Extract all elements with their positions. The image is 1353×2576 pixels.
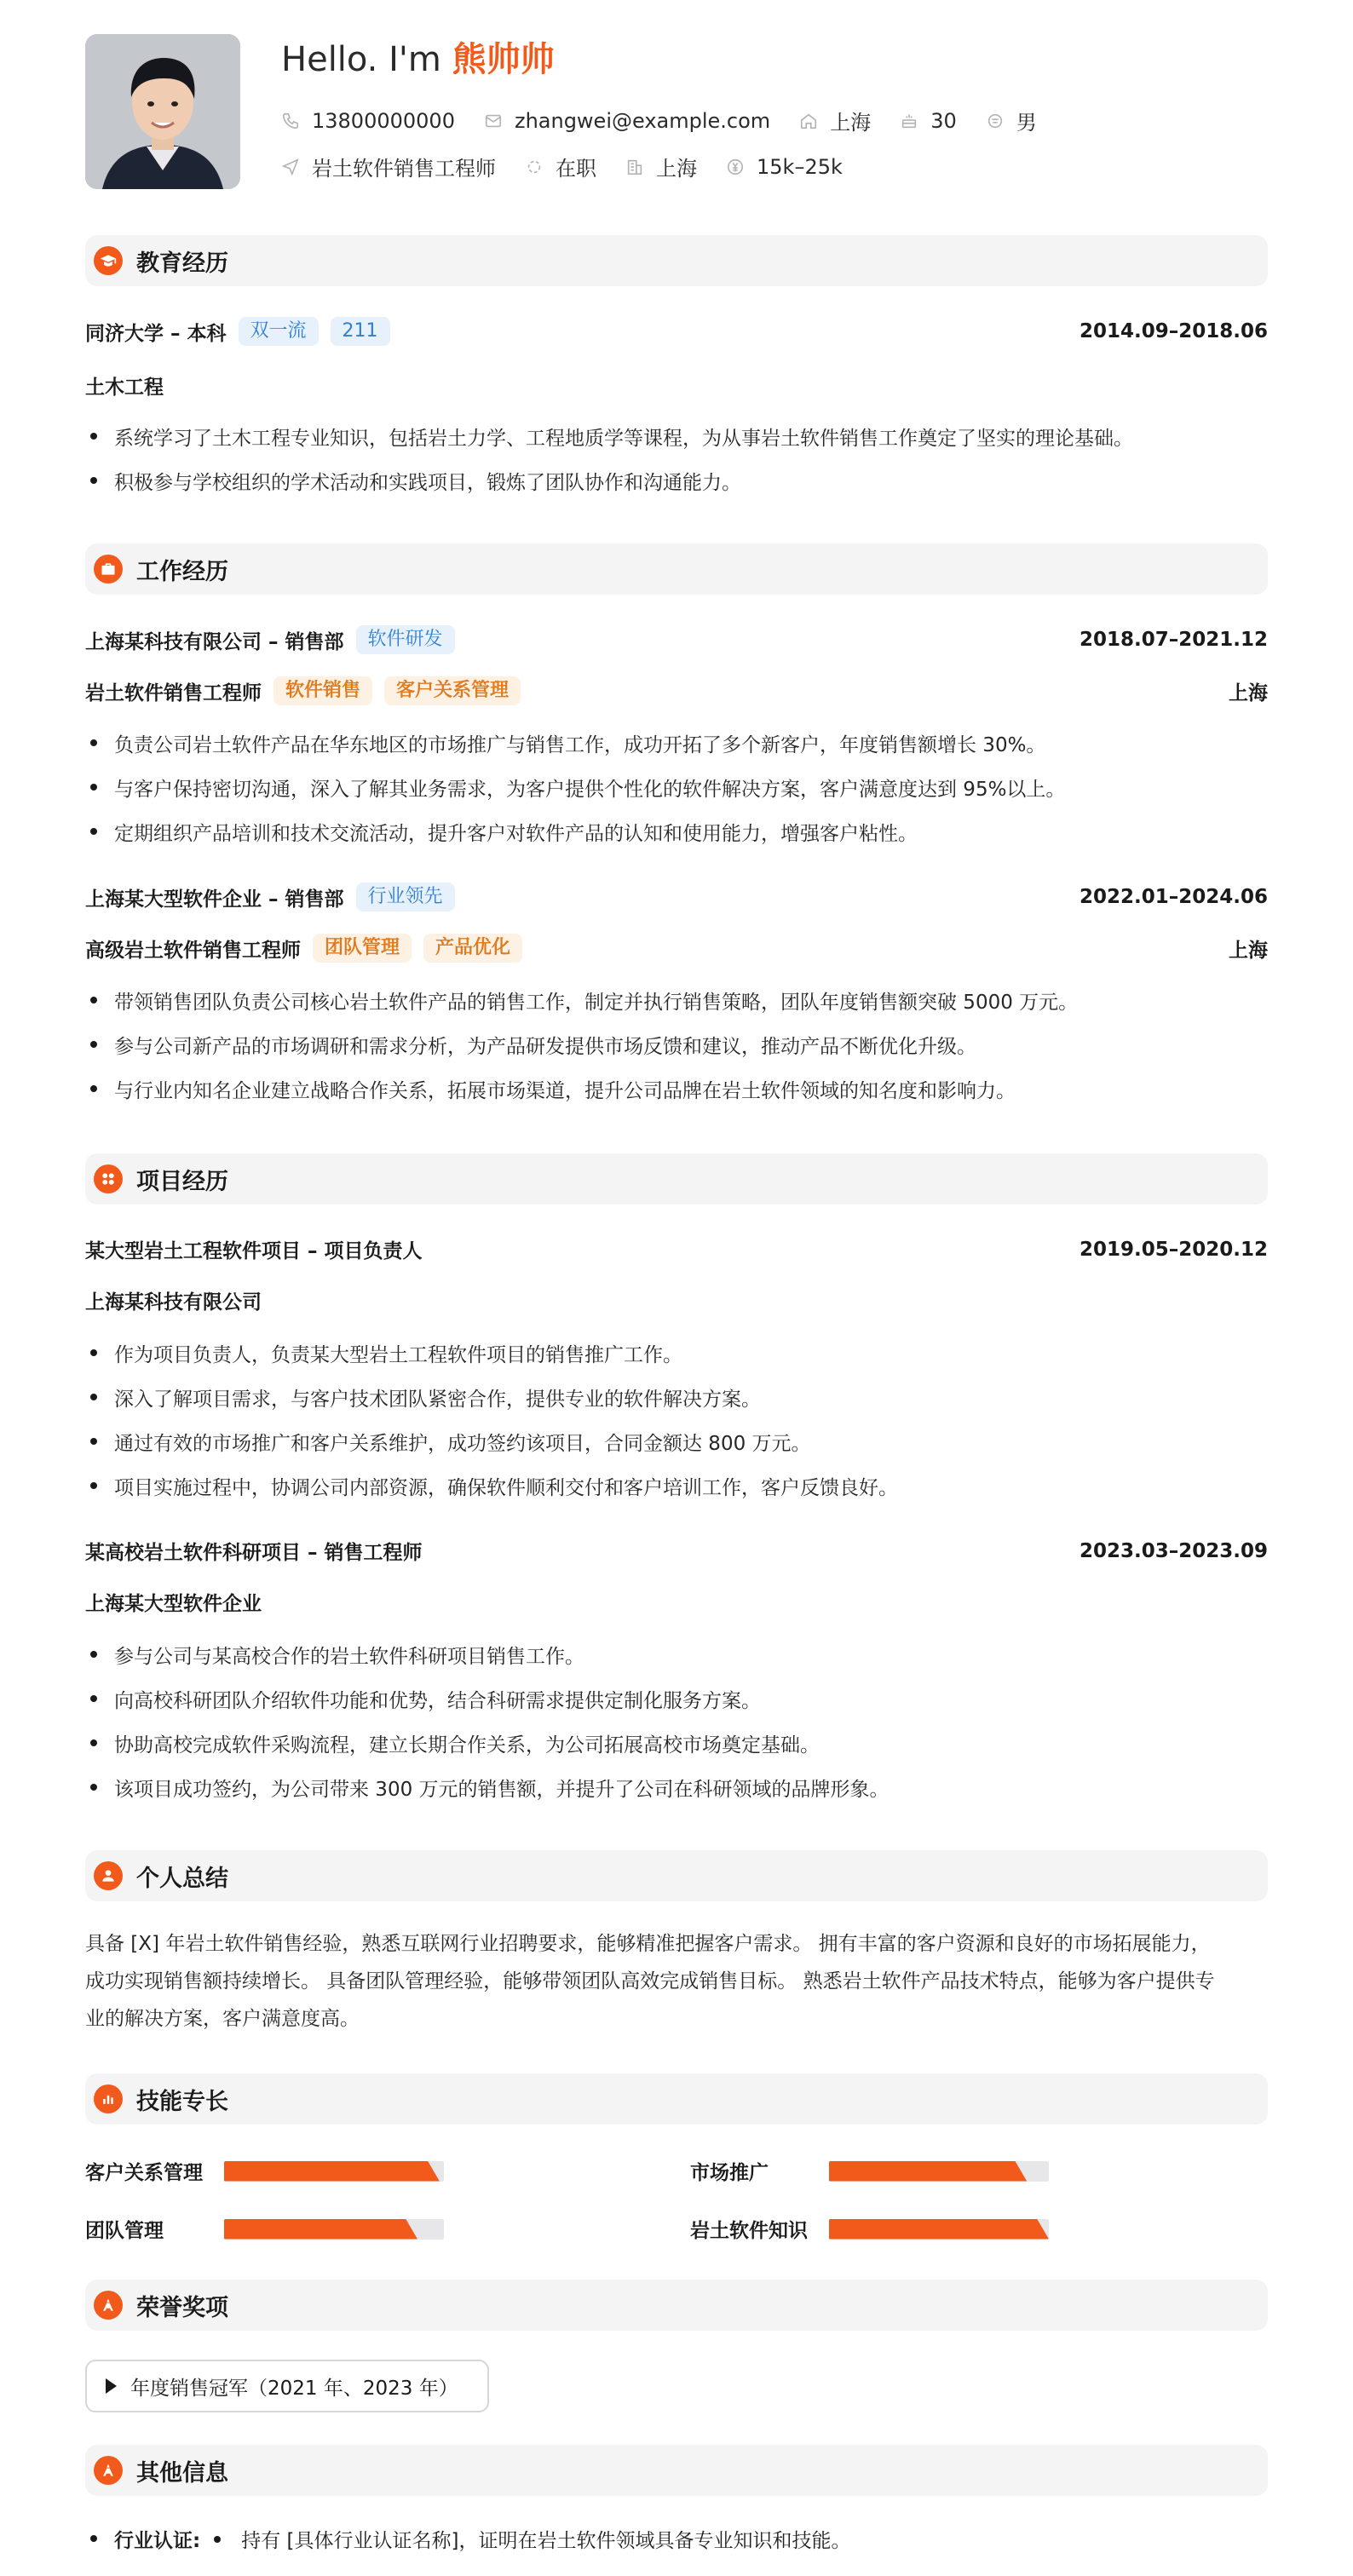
skill-bar (224, 2161, 444, 2182)
other-key: 行业认证: (114, 2530, 201, 2552)
caret-right-icon (106, 2378, 117, 2394)
greeting-text: Hello. I'm (281, 40, 441, 79)
section-work (85, 543, 1268, 595)
section-title: 教育经历 (136, 250, 228, 277)
skill-bar-fill (224, 2161, 440, 2182)
list-item: 项目实施过程中，协调公司内部资源，确保软件顺利交付和客户培训工作，客户反馈良好。 (85, 1472, 1268, 1500)
graduation-cap-icon (94, 246, 123, 275)
work-date: 2018.07–2021.12 (1079, 629, 1268, 651)
gender-text: 男 (1016, 111, 1037, 135)
bullet-dot (214, 2536, 221, 2543)
job-text: 岩土软件销售工程师 (312, 157, 496, 181)
cake-icon (900, 112, 918, 130)
major-name: 土木工程 (85, 377, 164, 399)
avatar (85, 34, 240, 189)
building-icon (625, 158, 644, 176)
summary-line: 具备 [X] 年岩土软件销售经验，熟悉互联网行业招聘要求，能够精准把握客户需求。 拥有丰富的客户资源和良好的市场拓展能力， (85, 1933, 1211, 1955)
project-org: 上海某大型软件企业 (85, 1593, 262, 1615)
major-row (85, 371, 1268, 400)
section-education (85, 235, 1268, 286)
candidate-name: 熊帅帅 (452, 40, 555, 79)
age-item (900, 109, 957, 133)
person-icon (986, 112, 1005, 130)
home-icon (799, 112, 818, 130)
award-toggle[interactable] (85, 2360, 489, 2412)
project-date: 2023.03–2023.09 (1079, 1539, 1268, 1562)
section-other (85, 2445, 1268, 2496)
section-title: 技能专长 (136, 2088, 228, 2115)
skill-bar-fill (224, 2219, 417, 2240)
section-title: 其他信息 (136, 2459, 228, 2487)
work-location: 上海 (1229, 681, 1268, 704)
skill-bar (829, 2219, 1049, 2240)
summary-line: 成功实现销售额持续增长。 具备团队管理经验，能够带领团队高效完成销售目标。 熟悉岩土软件产品技术特点，能够为客户提供专 (85, 1970, 1215, 1992)
skill-bar (829, 2161, 1049, 2182)
skill-item (85, 2215, 444, 2243)
greeting-title (281, 32, 555, 81)
send-icon (281, 158, 300, 176)
gender-item (986, 106, 1037, 135)
work-company-row (85, 625, 1268, 654)
skill-bar (224, 2219, 444, 2240)
list-item: 通过有效的市场推广和客户关系维护，成功签约该项目，合同金额达 800 万元。 (85, 1428, 1268, 1456)
project-org-row (85, 1588, 1268, 1616)
work-location: 上海 (1229, 939, 1268, 962)
list-item: 与行业内知名企业建立战略合作关系，拓展市场渠道，提升公司品牌在岩土软件领域的知名度和影响力。 (85, 1075, 1268, 1103)
city-item (799, 106, 871, 135)
role-name: 岩土软件销售工程师 (85, 681, 262, 704)
city-text: 上海 (830, 111, 872, 135)
list-item: 参与公司新产品的市场调研和需求分析，为产品研发提供市场反馈和建议，推动产品不断优化升级。 (85, 1031, 1268, 1059)
resume-header (85, 0, 1268, 221)
award-text: 年度销售冠军（2021 年、2023 年） (130, 2377, 458, 2400)
list-item: 向高校科研团队介绍软件功能和优势，结合科研需求提供定制化服务方案。 (85, 1685, 1268, 1713)
section-skills (85, 2073, 1268, 2125)
section-projects (85, 1153, 1268, 1205)
company-tag: 行业领先 (356, 883, 455, 911)
skill-bar-fill (829, 2161, 1027, 2182)
role-tag: 团队管理 (313, 934, 412, 963)
section-title: 荣誉奖项 (136, 2294, 228, 2321)
role-tag: 产品优化 (423, 934, 522, 963)
list-item: 作为项目负责人，负责某大型岩土工程软件项目的销售推广工作。 (85, 1339, 1268, 1367)
section-title: 个人总结 (136, 1865, 228, 1892)
phone-item (281, 109, 455, 133)
education-date: 2014.09–2018.06 (1079, 320, 1268, 342)
job-row (281, 152, 872, 181)
target-city-text: 上海 (656, 157, 697, 181)
list-item: 协助高校完成软件采购流程，建立长期合作关系，为公司拓展高校市场奠定基础。 (85, 1729, 1268, 1757)
salary-item (726, 155, 843, 179)
list-item: 积极参与学校组织的学术活动和实践项目，锻炼了团队协作和沟通能力。 (85, 467, 1268, 495)
mail-icon (484, 112, 503, 130)
role-tag: 软件销售 (273, 676, 372, 705)
role-tag: 客户关系管理 (384, 676, 521, 705)
skill-bar-fill (829, 2219, 1049, 2240)
summary-paragraph (85, 1925, 1278, 2038)
education-header (85, 317, 1268, 346)
work-company-row (85, 883, 1268, 911)
salary-text: 15k–25k (757, 154, 843, 179)
job-item (281, 152, 496, 181)
list-item: 带领销售团队负责公司核心岩土软件产品的销售工作，制定并执行销售策略，团队年度销售额突破 5000 万元。 (85, 986, 1268, 1015)
project-title: 某高校岩土软件科研项目 – 销售工程师 (85, 1542, 423, 1564)
email-item (484, 109, 770, 133)
list-item (85, 2525, 850, 2553)
section-awards (85, 2280, 1268, 2331)
list-item: 负责公司岩土软件产品在华东地区的市场推广与销售工作，成功开拓了多个新客户，年度销售额增长 30%。 (85, 729, 1268, 757)
list-item: 与客户保持密切沟通，深入了解其业务需求，为客户提供个性化的软件解决方案，客户满意度达到 95%以上。 (85, 773, 1268, 802)
company-tag: 软件研发 (356, 625, 455, 654)
age-text: 30 (930, 108, 957, 133)
email-text: zhangwei@example.com (514, 108, 771, 133)
target-city-item (625, 152, 697, 181)
loading-icon (525, 158, 544, 176)
skill-name: 市场推广 (690, 2162, 769, 2184)
contact-row (281, 106, 1066, 135)
avatar-photo-icon (85, 34, 240, 189)
section-title: 项目经历 (136, 1168, 228, 1195)
section-title: 工作经历 (136, 558, 228, 585)
info-icon (94, 2456, 123, 2485)
skill-name: 岩土软件知识 (690, 2220, 808, 2242)
user-icon (94, 1861, 123, 1890)
project-title: 某大型岩土工程软件项目 – 项目负责人 (85, 1240, 423, 1262)
list-item: 该项目成功签约，为公司带来 300 万元的销售额，并提升了公司在科研领域的品牌形象。 (85, 1774, 1268, 1802)
project-org-row (85, 1286, 1268, 1314)
list-item: 定期组织产品培训和技术交流活动，提升客户对软件产品的认知和使用能力，增强客户粘性。 (85, 818, 1268, 846)
role-name: 高级岩土软件销售工程师 (85, 939, 301, 962)
work-date: 2022.01–2024.06 (1079, 886, 1268, 908)
project-org: 上海某科技有限公司 (85, 1291, 262, 1314)
yuan-coin-icon (726, 158, 745, 176)
grid-icon (94, 1164, 123, 1193)
other-value: 持有 [具体行业认证名称]，证明在岩土软件领域具备专业知识和技能。 (241, 2530, 851, 2552)
project-header (85, 1235, 1268, 1263)
award-icon (94, 2291, 123, 2320)
phone-icon (281, 112, 300, 130)
skill-item (85, 2157, 444, 2185)
list-item: 参与公司与某高校合作的岩土软件科研项目销售工作。 (85, 1641, 1268, 1669)
company-name: 上海某大型软件企业 – 销售部 (85, 888, 344, 911)
school-tag: 双一流 (239, 317, 319, 346)
skill-item (690, 2215, 1049, 2243)
summary-line: 业的解决方案，客户满意度高。 (85, 2008, 360, 2030)
company-name: 上海某科技有限公司 – 销售部 (85, 630, 344, 653)
section-summary (85, 1850, 1268, 1901)
project-date: 2019.05–2020.12 (1079, 1238, 1268, 1261)
status-text: 在职 (556, 157, 596, 181)
work-role-row (85, 676, 1268, 705)
skill-name: 客户关系管理 (85, 2162, 203, 2184)
phone-text: 13800000000 (312, 108, 455, 133)
list-item: 系统学习了土木工程专业知识，包括岩土力学、工程地质学等课程，为从事岩土软件销售工作奠定了坚实的理论基础。 (85, 423, 1268, 451)
school-name: 同济大学 – 本科 (85, 322, 227, 345)
list-item: 深入了解项目需求，与客户技术团队紧密合作，提供专业的软件解决方案。 (85, 1383, 1268, 1412)
skill-item (690, 2157, 1049, 2185)
bar-chart-icon (94, 2084, 123, 2113)
status-item (525, 152, 596, 181)
school-tag: 211 (331, 317, 390, 346)
project-header (85, 1537, 1268, 1565)
work-role-row (85, 934, 1268, 963)
briefcase-icon (94, 555, 123, 584)
skill-name: 团队管理 (85, 2220, 164, 2242)
